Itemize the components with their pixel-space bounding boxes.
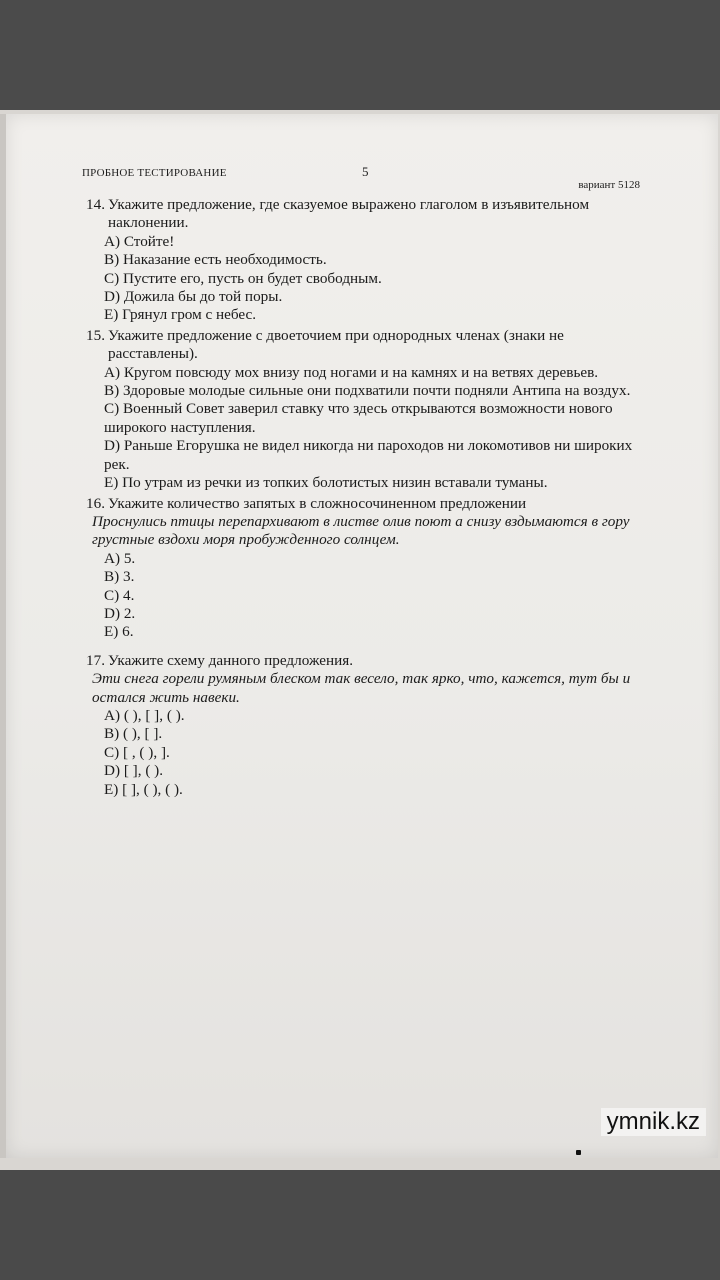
option-d: D) Дожила бы до той поры. xyxy=(104,288,283,306)
question-text: Укажите предложение, где сказуемое выражено глаголом в изъявительном наклонении. xyxy=(108,196,590,232)
question-sentence: Проснулись птицы перепархивают в листве олив поют а снизу вздымаются в гору грустные вздохи моря пробужденного солнцем. xyxy=(92,512,630,549)
question-text: Укажите схему данного предложения. xyxy=(108,651,354,669)
option-a: A) Стойте! xyxy=(104,232,175,250)
option-b: B) Наказание есть необходимость. xyxy=(104,251,327,269)
top-dark-band xyxy=(0,0,720,110)
header-title: ПРОБНОЕ ТЕСТИРОВАНИЕ xyxy=(82,167,227,179)
option-c: C) [ , ( ), ]. xyxy=(104,743,170,761)
option-a: A) Кругом повсюду мох внизу под ногами и на камнях и на ветвях деревьев. xyxy=(104,363,599,381)
question-14 xyxy=(86,196,646,325)
option-d: D) 2. xyxy=(104,604,136,622)
option-e: E) Грянул гром с небес. xyxy=(104,306,257,324)
question-number: 17. xyxy=(86,651,105,669)
page-number: 5 xyxy=(362,164,369,179)
option-b: B) ( ), [ ]. xyxy=(104,725,163,743)
option-d: D) Раньше Егорушка не видел никогда ни пароходов ни локомотивов ни широких рек. xyxy=(104,437,633,473)
option-e: E) [ ], ( ), ( ). xyxy=(104,780,183,798)
option-d: D) [ ], ( ). xyxy=(104,762,164,780)
option-e: E) По утрам из речки из топких болотистых низин вставали туманы. xyxy=(104,474,548,492)
page-header xyxy=(82,164,640,191)
question-number: 14. xyxy=(86,196,105,213)
site-watermark: ymnik.kz xyxy=(601,1108,706,1136)
question-17 xyxy=(86,652,646,799)
option-a: A) 5. xyxy=(104,549,136,567)
option-b: B) 3. xyxy=(104,568,135,586)
option-c: C) Военный Совет заверил ставку что здесь открываются возможности нового широкого наступления. xyxy=(104,400,613,436)
question-number: 15. xyxy=(86,326,105,344)
dot-mark xyxy=(576,1150,581,1155)
option-a: A) ( ), [ ], ( ). xyxy=(104,706,185,724)
question-sentence: Эти снега горели румяным блеском так весело, так ярко, что, кажется, тут бы и остался жить навеки. xyxy=(92,670,631,706)
option-e: E) 6. xyxy=(104,623,134,641)
option-c: C) 4. xyxy=(104,586,135,604)
questions-list xyxy=(86,196,646,801)
question-number: 16. xyxy=(86,494,105,512)
question-text: Укажите предложение с двоеточием при однородных членах (знаки не расставлены). xyxy=(108,326,564,363)
question-15 xyxy=(86,327,646,493)
bottom-dark-band xyxy=(0,1170,720,1280)
question-16 xyxy=(86,495,646,642)
question-text: Укажите количество запятых в сложносочиненном предложении xyxy=(108,494,527,512)
option-c: C) Пустите его, пусть он будет свободным. xyxy=(104,269,382,287)
option-b: B) Здоровые молодые сильные они подхватили почти подняли Антипа на воздух. xyxy=(104,382,631,400)
variant-label: вариант 5128 xyxy=(578,179,640,191)
